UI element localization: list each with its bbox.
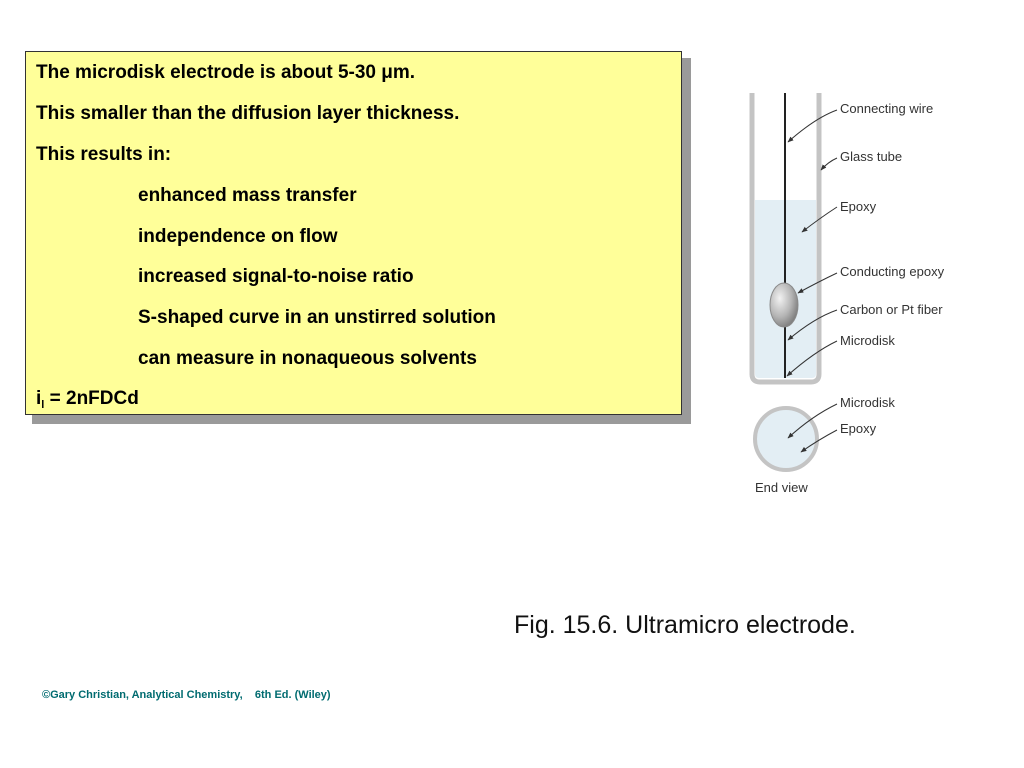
current-formula <box>36 388 139 416</box>
text-line-mass-transfer: enhanced mass transfer <box>138 185 357 206</box>
label-end-microdisk: Microdisk <box>840 395 895 410</box>
label-carbon-fiber: Carbon or Pt fiber <box>840 302 943 317</box>
label-conducting-epoxy: Conducting epoxy <box>840 264 945 279</box>
text-line-s-curve: S-shaped curve in an unstirred solution <box>138 307 496 328</box>
text-box <box>25 51 682 415</box>
leader-connecting-wire <box>788 110 837 142</box>
conducting-epoxy <box>770 283 798 327</box>
formula-rest: = 2nFDCd <box>44 388 139 409</box>
label-microdisk: Microdisk <box>840 333 895 348</box>
leader-glass-tube <box>821 158 837 170</box>
label-end-view: End view <box>755 480 808 495</box>
label-connecting-wire: Connecting wire <box>840 101 934 116</box>
text-line-flow: independence on flow <box>138 226 338 247</box>
text-line-signal-noise: increased signal-to-noise ratio <box>138 266 414 287</box>
figure-caption: Fig. 15.6. Ultramicro electrode. <box>514 611 856 639</box>
text-line-size: The microdisk electrode is about 5-30 μm. <box>36 62 416 83</box>
text-line-results: This results in: <box>36 144 172 165</box>
ultramicro-electrode-diagram <box>730 80 970 500</box>
copyright-footer: ©Gary Christian, Analytical Chemistry, 6th Ed. (Wiley) <box>42 689 331 701</box>
label-end-epoxy: Epoxy <box>840 421 877 436</box>
text-line-nonaqueous: can measure in nonaqueous solvents <box>138 348 477 369</box>
formula-symbol: i <box>36 388 42 409</box>
text-line-diffusion: This smaller than the diffusion layer thickness. <box>36 103 460 124</box>
label-glass-tube: Glass tube <box>840 149 903 164</box>
formula-subscript: l <box>41 399 45 411</box>
label-epoxy: Epoxy <box>840 199 877 214</box>
end-view-disk <box>755 408 817 470</box>
